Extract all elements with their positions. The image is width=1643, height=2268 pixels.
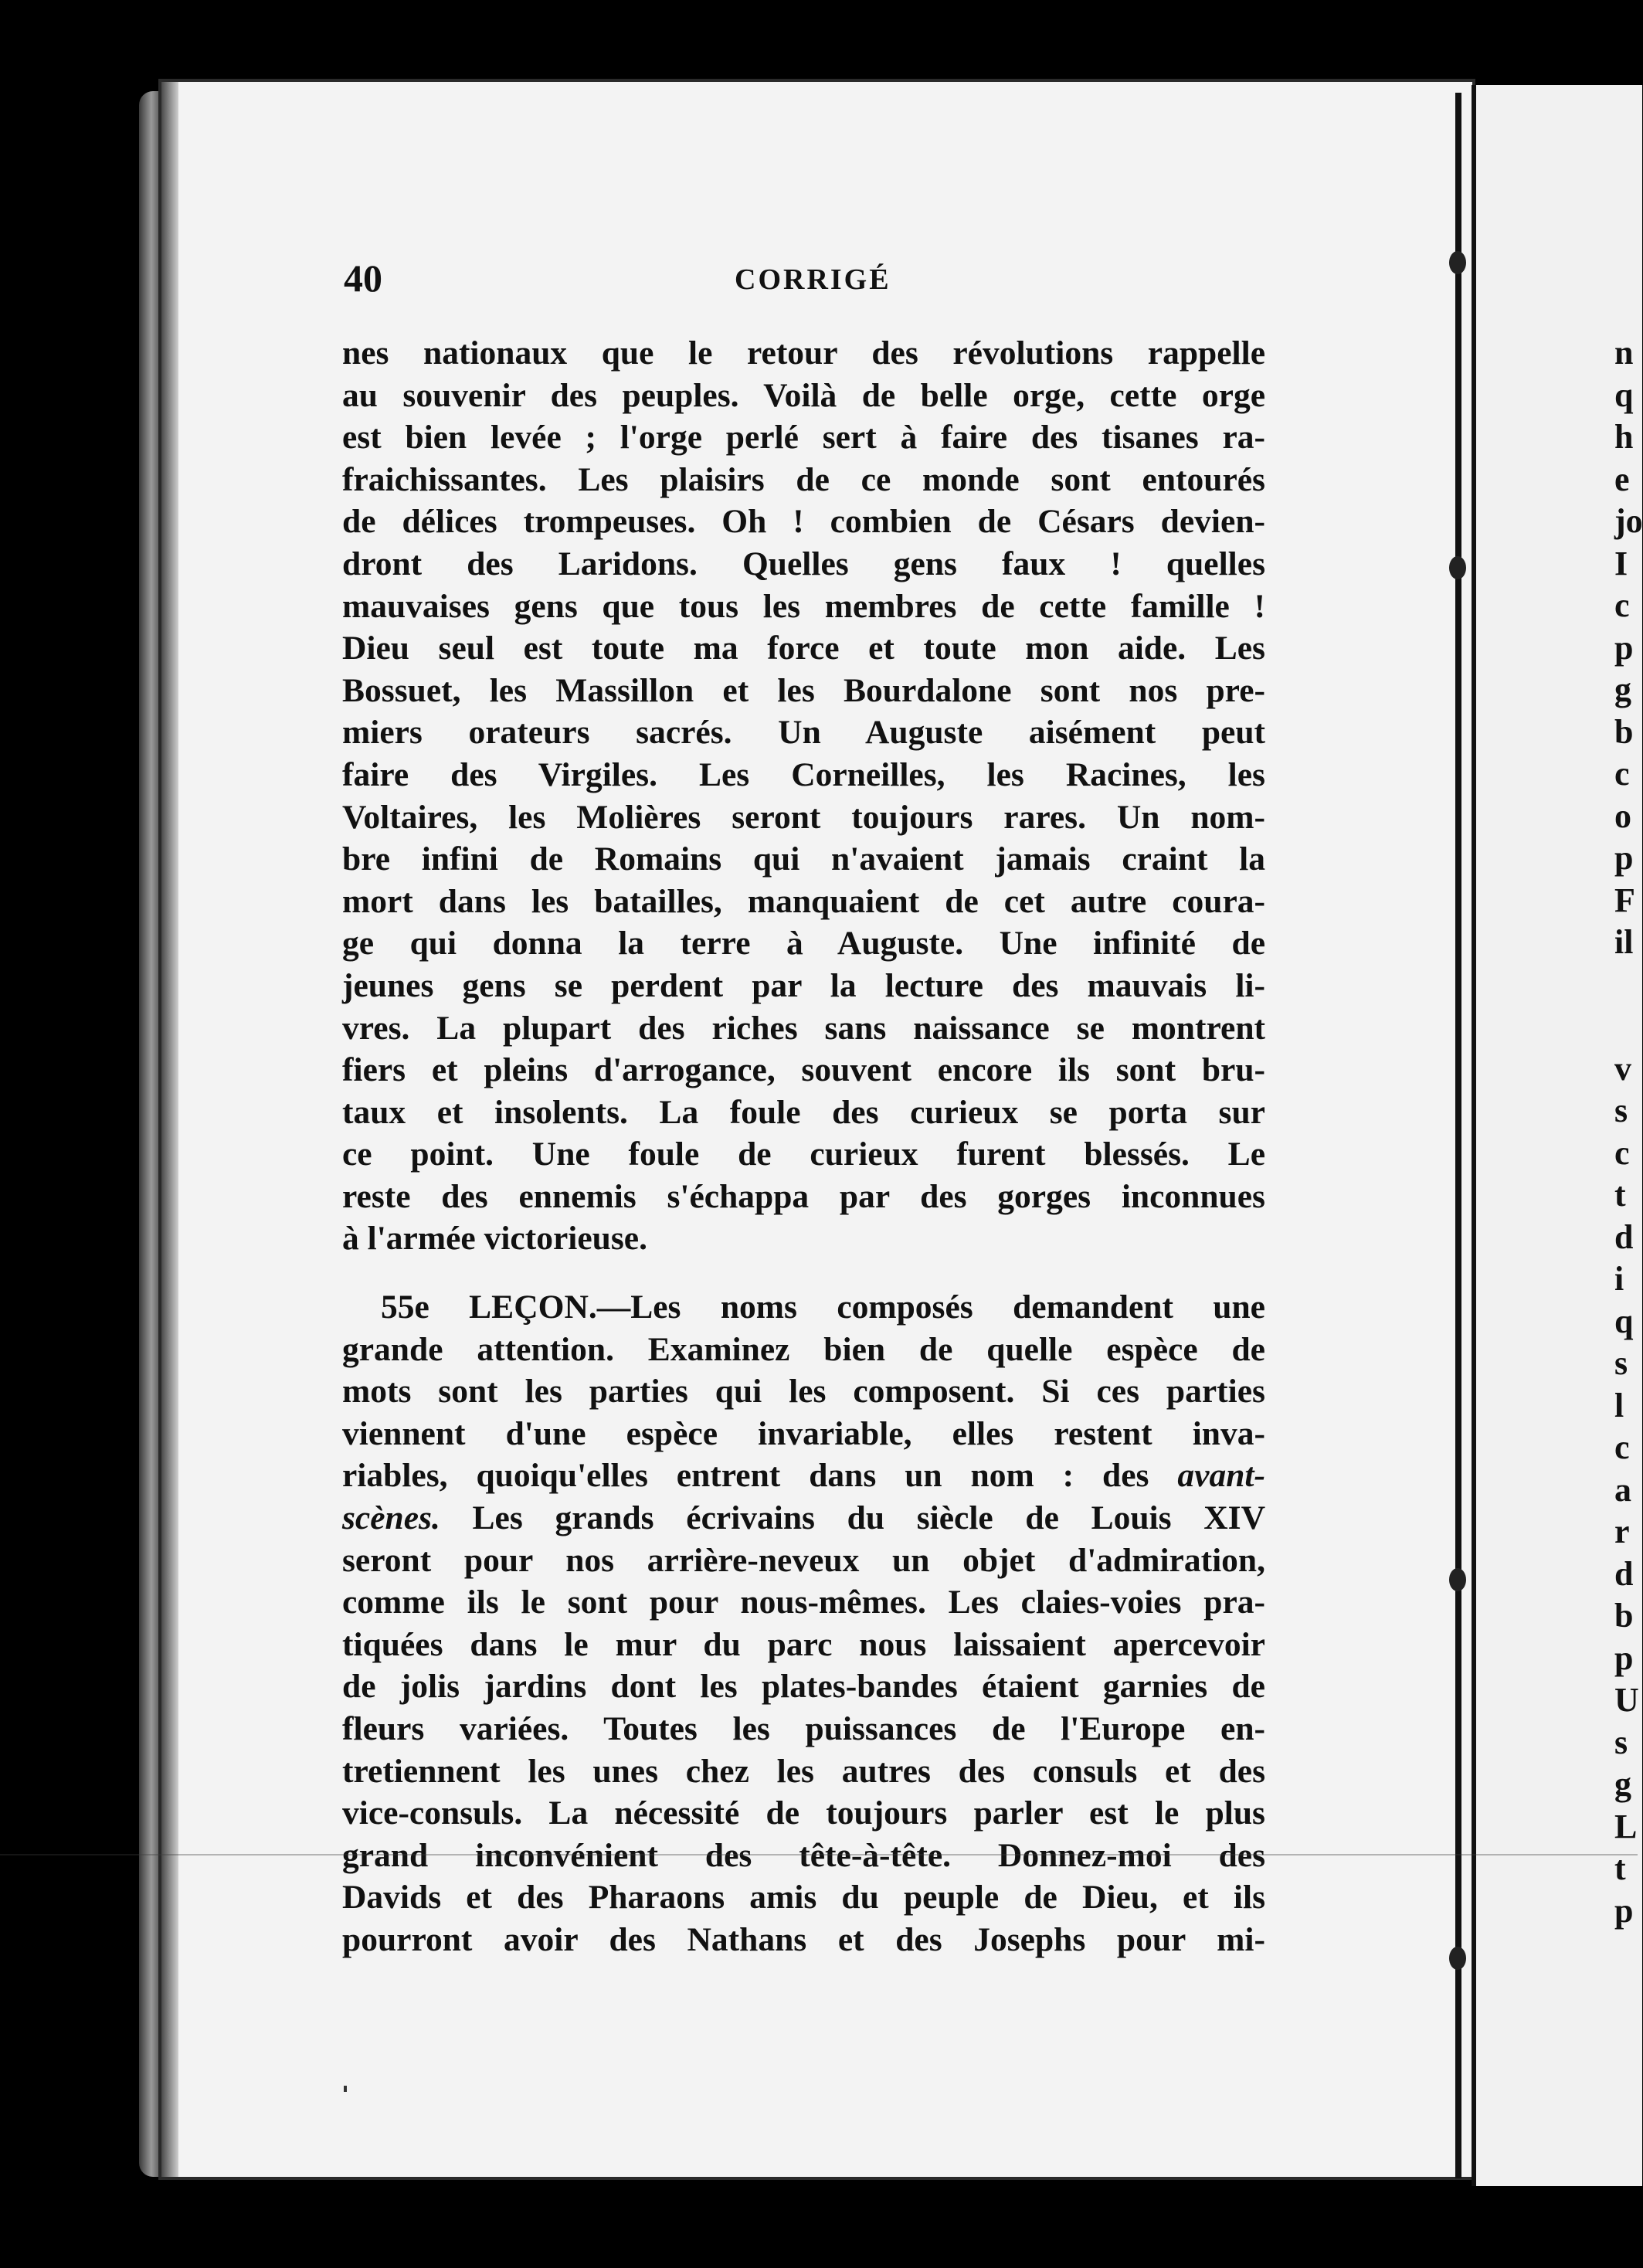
facing-page-fragment: c — [1614, 1428, 1630, 1466]
running-title: CORRIGÉ — [735, 263, 891, 296]
facing-page-fragment: g — [1614, 1765, 1631, 1803]
text-line: mort dans les batailles, manquaient de cet autre coura- — [342, 882, 1265, 920]
text-line: bre infini de Romains qui n'avaient jamais craint la — [342, 840, 1265, 878]
text-line: vice-consuls. La nécessité de toujours parler est le plus — [342, 1794, 1265, 1832]
binding-stitch — [1449, 1568, 1466, 1591]
facing-page-fragment: s — [1614, 1723, 1628, 1761]
facing-page-fragment: s — [1614, 1092, 1628, 1129]
facing-page-fragment: b — [1614, 712, 1634, 751]
text-line: viennent d'une espèce invariable, elles restent inva- — [342, 1414, 1265, 1452]
text-line: faire des Virgiles. Les Corneilles, les Racines, les — [342, 755, 1265, 793]
text-line: Davids et des Pharaons amis du peuple de Dieu, et ils — [342, 1879, 1265, 1917]
facing-page-fragment: i — [1614, 1260, 1624, 1298]
text-line: comme ils le sont pour nous-mêmes. Les claies-voies pra- — [342, 1584, 1265, 1621]
text-line: vres. La plupart des riches sans naissance se montrent — [342, 1009, 1265, 1047]
text-line: seront pour nos arrière-neveux un objet d'admiration, — [342, 1541, 1265, 1579]
text-line: à l'armée victorieuse. — [342, 1220, 647, 1258]
text-line: mots sont les parties qui les composent. Si ces parties — [342, 1373, 1265, 1411]
facing-page-fragment: U — [1614, 1681, 1639, 1719]
facing-page-fragment: e — [1614, 460, 1630, 498]
facing-page-fragment: F — [1614, 881, 1635, 919]
binding-stitch — [1449, 556, 1466, 579]
facing-page-fragment: l — [1614, 1386, 1624, 1424]
running-header — [344, 255, 1271, 301]
facing-page-fragment: a — [1614, 1470, 1631, 1509]
italic-term: avant- — [1177, 1457, 1265, 1495]
facing-page-fragment — [1614, 1006, 1643, 1048]
text-line: mauvaises gens que tous les membres de cette famille ! — [342, 587, 1265, 625]
text-line: nes nationaux que le retour des révolutions rappelle — [342, 334, 1265, 372]
facing-page-fragment: I — [1614, 544, 1628, 582]
facing-page-fragment: o — [1614, 796, 1631, 835]
text-line — [342, 1455, 1265, 1497]
facing-page-fragment: v — [1614, 1049, 1631, 1088]
facing-page-fragment: r — [1614, 1513, 1630, 1550]
text-run: riables, quoiqu'elles entrent dans un nom : des — [342, 1457, 1149, 1495]
text-line: dront des Laridons. Quelles gens faux ! quelles — [342, 545, 1265, 582]
text-line: de délices trompeuses. Oh ! combien de Césars devien- — [342, 503, 1265, 541]
paragraph-1 — [342, 332, 1265, 1260]
text-line: pourront avoir des Nathans et des Josephs pour mi- — [342, 1920, 1265, 1958]
facing-page-fragment: n — [1614, 334, 1634, 372]
facing-page-fragment: p — [1614, 839, 1634, 877]
facing-page-fragment: jo — [1614, 502, 1643, 540]
facing-page-fragment: p — [1614, 1638, 1634, 1677]
facing-page-fragment: c — [1614, 1133, 1630, 1172]
text-line — [342, 1497, 1265, 1540]
facing-page-fragment: h — [1614, 418, 1634, 456]
facing-page-fragment: d — [1614, 1217, 1634, 1256]
facing-page-fragment: L — [1614, 1807, 1638, 1845]
text-line: grand inconvénient des tête-à-tête. Donnez-moi des — [342, 1836, 1265, 1874]
text-line: taux et insolents. La foule des curieux se porta sur — [342, 1093, 1265, 1131]
text-line: jeunes gens se perdent par la lecture des mauvais li- — [342, 966, 1265, 1004]
facing-page-fragment: s — [1614, 1344, 1628, 1382]
facing-page-fragment: g — [1614, 671, 1631, 708]
text-line: de jolis jardins dont les plates-bandes étaient garnies de — [342, 1668, 1265, 1706]
facing-page-fragment: il — [1614, 923, 1634, 961]
page-number: 40 — [344, 256, 382, 300]
text-line: grande attention. Examinez bien de quelle espèce de — [342, 1330, 1265, 1368]
facing-page-fragment: c — [1614, 586, 1630, 624]
text-line: Bossuet, les Massillon et les Bourdalone sont nos pre- — [342, 671, 1265, 709]
binding-stitch — [1449, 1947, 1466, 1970]
text-line: reste des ennemis s'échappa par des gorges inconnues — [342, 1177, 1265, 1215]
text-line: fleurs variées. Toutes les puissances de l'Europe en- — [342, 1709, 1265, 1747]
text-line: ce point. Une foule de curieux furent blessés. Le — [342, 1136, 1265, 1173]
text-run: Les grands écrivains du siècle de Louis XIV — [472, 1499, 1265, 1536]
facing-page-fragment: b — [1614, 1597, 1634, 1635]
facing-page-fragment: d — [1614, 1554, 1634, 1593]
facing-page-fragment: p — [1614, 628, 1634, 667]
scan-artifact-line — [0, 1854, 1638, 1855]
text-line: est bien levée ; l'orge perlé sert à faire des tisanes ra- — [342, 419, 1265, 457]
facing-page-text — [1614, 332, 1643, 1932]
facing-page-fragment: p — [1614, 1891, 1634, 1930]
text-line: miers orateurs sacrés. Un Auguste aisément peut — [342, 714, 1265, 752]
text-line: ge qui donna la terre à Auguste. Une infinité de — [342, 925, 1265, 963]
facing-page-fragment: t — [1614, 1176, 1626, 1214]
facing-page-fragment: q — [1614, 1302, 1634, 1340]
page-speck — [344, 2086, 347, 2092]
text-line: 55e LEÇON.—Les noms composés demandent une — [381, 1288, 1265, 1326]
facing-page-fragment — [1614, 964, 1643, 1007]
text-line: fraichissantes. Les plaisirs de ce monde sont entourés — [342, 460, 1265, 498]
text-line: fiers et pleins d'arrogance, souvent encore ils sont bru- — [342, 1051, 1265, 1089]
binding-stitch — [1449, 251, 1466, 274]
facing-page-fragment: t — [1614, 1849, 1626, 1887]
paragraph-2 — [342, 1286, 1265, 1961]
facing-page-fragment: q — [1614, 375, 1634, 414]
text-line: Voltaires, les Molières seront toujours rares. Un nom- — [342, 798, 1265, 836]
italic-term: scènes. — [342, 1499, 440, 1536]
text-line: tretiennent les unes chez les autres des consuls et des — [342, 1752, 1265, 1790]
text-line: tiquées dans le mur du parc nous laissaient apercevoir — [342, 1625, 1265, 1663]
text-line: au souvenir des peuples. Voilà de belle orge, cette orge — [342, 376, 1265, 414]
page-gutter — [1455, 93, 1461, 2178]
text-line: Dieu seul est toute ma force et toute mon aide. Les — [342, 630, 1265, 667]
facing-page-fragment: c — [1614, 755, 1630, 793]
